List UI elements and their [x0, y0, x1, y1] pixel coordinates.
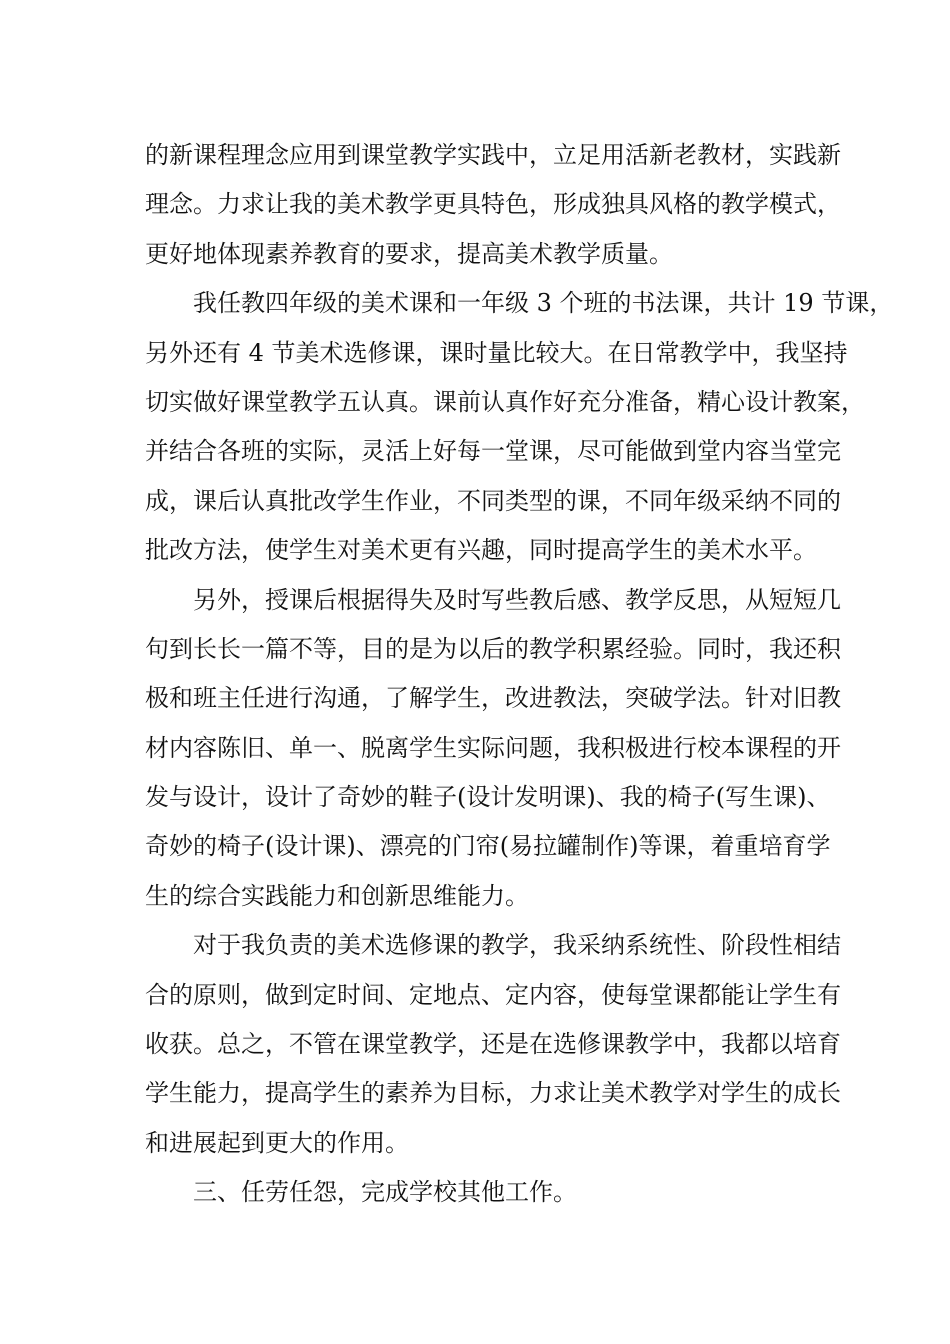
- text-line: 发与设计，设计了奇妙的鞋子(设计发明课)、我的椅子(写生课)、: [145, 783, 831, 812]
- paragraph-start-line: 我任教四年级的美术课和一年级 3 个班的书法课，共计 19 节课，: [193, 289, 894, 318]
- text-line: 另外还有 4 节美术选修课，课时量比较大。在日常教学中，我坚持: [145, 338, 848, 367]
- text-line: 并结合各班的实际，灵活上好每一堂课，尽可能做到堂内容当堂完: [145, 437, 841, 466]
- text-line: 更好地体现素养教育的要求，提高美术教学质量。: [145, 239, 673, 268]
- text-line: 句到长长一篇不等，目的是为以后的教学积累经验。同时，我还积: [145, 634, 841, 663]
- text-line: 切实做好课堂教学五认真。课前认真作好充分准备，精心设计教案，: [145, 387, 865, 416]
- text-line: 极和班主任进行沟通，了解学生，改进教法，突破学法。针对旧教: [145, 684, 841, 713]
- text-line: 合的原则，做到定时间、定地点、定内容，使每堂课都能让学生有: [145, 980, 841, 1009]
- text-line: 成，课后认真批改学生作业，不同类型的课，不同年级采纳不同的: [145, 486, 841, 515]
- section-heading-line: 三、任劳任怨，完成学校其他工作。: [193, 1178, 577, 1207]
- text-line: 奇妙的椅子(设计课)、漂亮的门帘(易拉罐制作)等课，着重培育学: [145, 832, 831, 861]
- paragraph-start-line: 另外，授课后根据得失及时写些教后感、教学反思，从短短几: [193, 585, 841, 614]
- text-line: 和进展起到更大的作用。: [145, 1128, 409, 1157]
- text-line: 生的综合实践能力和创新思维能力。: [145, 881, 529, 910]
- document-body: [145, 131, 894, 1218]
- paragraph-start-line: 对于我负责的美术选修课的教学，我采纳系统性、阶段性相结: [193, 931, 841, 960]
- text-line: 批改方法，使学生对美术更有兴趣，同时提高学生的美术水平。: [145, 536, 817, 565]
- text-line: 学生能力，提高学生的素养为目标，力求让美术教学对学生的成长: [145, 1079, 841, 1108]
- text-line: 的新课程理念应用到课堂教学实践中，立足用活新老教材，实践新: [145, 141, 841, 169]
- text-line: 材内容陈旧、单一、脱离学生实际问题，我积极进行校本课程的开: [145, 733, 841, 762]
- text-line: 理念。力求让我的美术教学更具特色，形成独具风格的教学模式，: [145, 190, 841, 219]
- text-line: 收获。总之，不管在课堂教学，还是在选修课教学中，我都以培育: [145, 1030, 841, 1059]
